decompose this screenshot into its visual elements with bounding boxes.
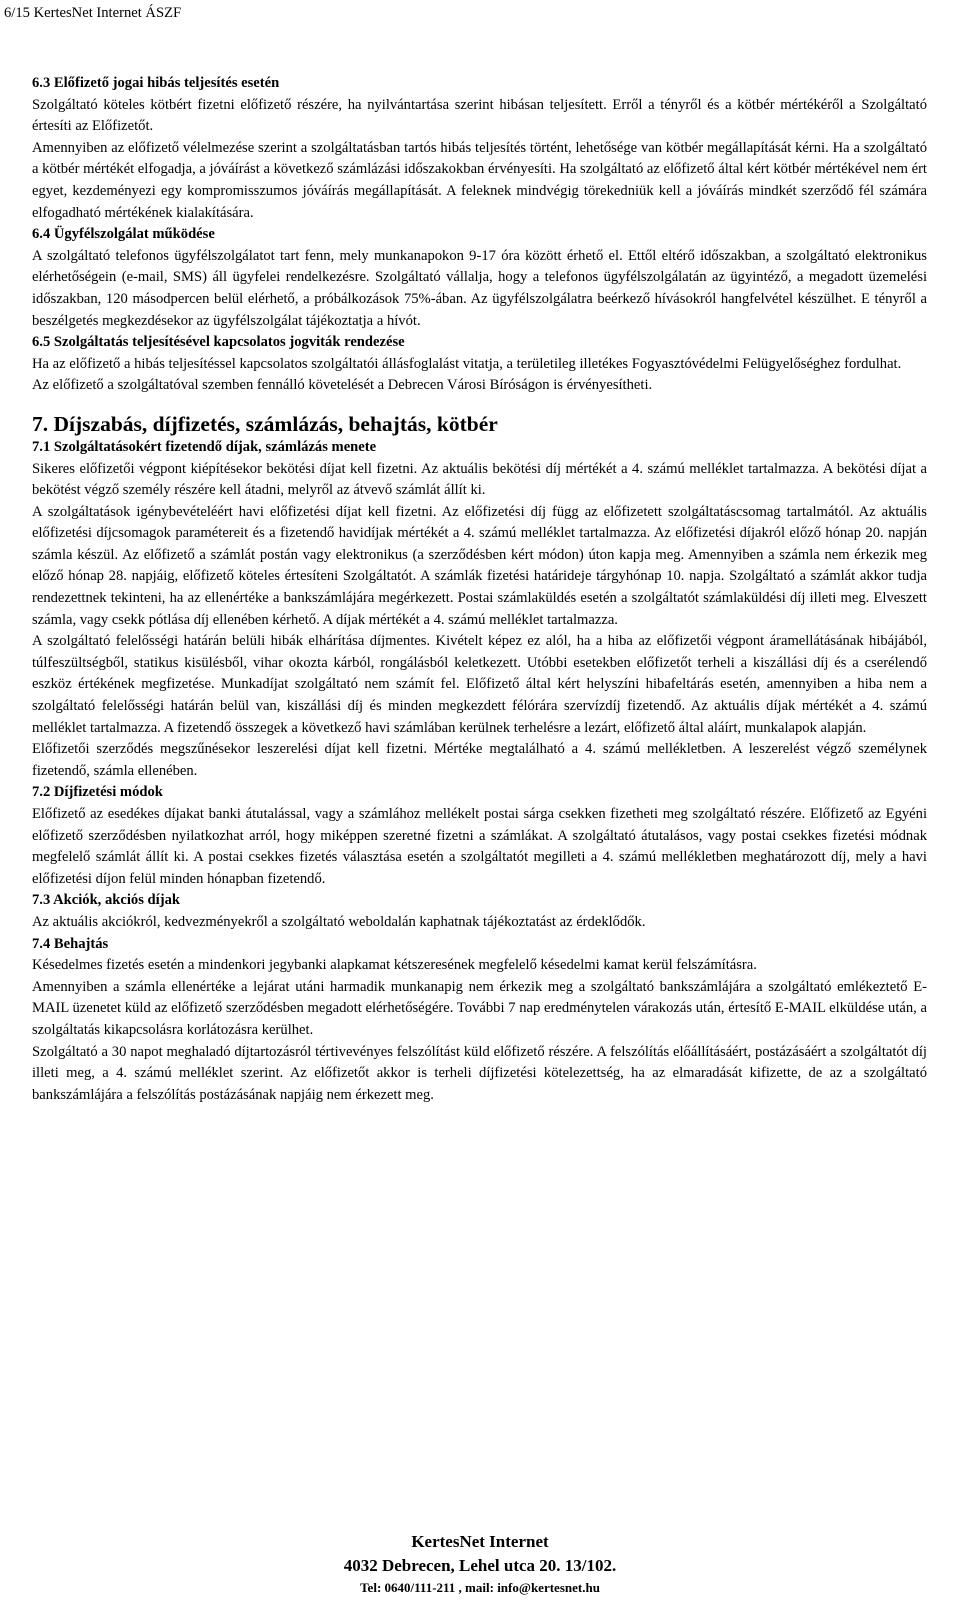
subsection-heading: 7.2 Díjfizetési módok: [32, 784, 163, 801]
section-heading: 7. Díjszabás, díjfizetés, számlázás, behajtás, kötbér: [32, 411, 498, 436]
subsection-heading: 6.3 Előfizető jogai hibás teljesítés esetén: [32, 75, 280, 91]
paragraph: Ha az előfizető a hibás teljesítéssel kapcsolatos szolgáltatói állásfoglalást vitatja, a területileg illetékes Fogyasztóvédelmi Felügyelőséghez fordulhat.: [32, 355, 902, 372]
paragraph: A szolgáltató telefonos ügyfélszolgálatot tart fenn, mely munkanapokon 9-17 óra között érhető el. Ettől eltérő időszakban, a szolgáltató elektronikus elérhetőségein (e-mail, SMS) áll ügyfelei rendelkezésre. Szolgáltató vállalja, hogy a telefonos ügyfélszolgálatán az ügyintéző, a megadott üzemelési időszakban, 120 másodpercen belül elérhető, a próbálkozások 75%-ában. Az ügyfélszolgálatra beérkező hívásokról hangfelvétel készülhet. E tényről a beszélgetés megkezdésekor az ügyfélszolgálat tájékoztatja a hívót.: [32, 247, 927, 329]
paragraph: Az aktuális akciókról, kedvezményekről a szolgáltató weboldalán kaphatnak tájékoztatást az érdeklődők.: [32, 913, 646, 930]
footer-company: KertesNet Internet: [411, 1532, 549, 1551]
paragraph: Késedelmes fizetés esetén a mindenkori jegybanki alapkamat kétszeresének megfelelő késedelmi kamat kerül felszámításra.: [32, 957, 757, 974]
paragraph: Szolgáltató a 30 napot meghaladó díjtartozásról tértivevényes felszólítást küld előfizető részére. A felszólítás előállításáért, postázásáért a szolgáltatót díj illeti meg, a 4. számú melléklet szerint. Az előfizetőt akkor is terheli díjfizetési kötelezettség, ha az elmaradását kifizette, de az a szolgáltató bankszámlájára a felszólítás postázásának napjáig nem érkezett meg.: [32, 1043, 927, 1103]
paragraph: Amennyiben a számla ellenértéke a lejárat utáni harmadik munkanapig nem érkezik meg a szolgáltató bankszámlájára a szolgáltató emlékeztető E-MAIL üzenetet küld az előfizető szerződésben megadott elérhetőségére. További 7 nap eredménytelen várakozás után, értesítő E-MAIL elküldése után, a szolgáltatás kikapcsolásra korlátozásra kerülhet.: [32, 978, 927, 1038]
page-header: 6/15 KertesNet Internet ÁSZF: [4, 5, 182, 21]
subsection-heading: 6.4 Ügyfélszolgálat működése: [32, 226, 215, 243]
subsection-heading: 6.5 Szolgáltatás teljesítésével kapcsolatos jogviták rendezése: [32, 334, 405, 351]
paragraph: Szolgáltató köteles kötbért fizetni előfizető részére, ha nyilvántartása szerint hibásan teljesített. Erről a tényről és a kötbér mértékéről a Szolgáltató értesíti az Előfizetőt.: [32, 96, 927, 135]
subsection-heading: 7.4 Behajtás: [32, 935, 109, 952]
paragraph: Előfizető az esedékes díjakat banki átutalással, vagy a számlához mellékelt postai sárga csekken fizetheti meg szolgáltató részére. Előfizető az Egyéni előfizető szerződésben nyilatkozhat arról, hogy miképpen szeretné fizetni a számlákat. A szolgáltató átutalásos, vagy postai csekkes fizetési módnak megfelelő számlát állít ki. A postai csekkes fizetés választása esetén a szolgáltatót megilleti a 4. számú mellékletben meghatározott díj, mely a havi előfizetési díjon felül minden hónapban fizetendő.: [32, 806, 927, 887]
subsection-heading: 7.3 Akciók, akciós díjak: [32, 892, 180, 909]
footer-contact: Tel: 0640/111-211 , mail: info@kertesnet.hu: [360, 1580, 600, 1595]
paragraph: Sikeres előfizetői végpont kiépítésekor bekötési díjat kell fizetni. Az aktuális bekötési díj mértékét a 4. számú melléklet tartalmazza. A bekötési díjat a bekötést végző személy részére kell átadni, melyről az átvevő számlát állít ki.: [32, 460, 927, 499]
document-body: [32, 73, 927, 1106]
paragraph: Amennyiben az előfizető vélelmezése szerint a szolgáltatásban tartós hibás teljesítés történt, lehetősége van kötbér megállapítását kérni. Ha a szolgáltató a kötbér mértékét elfogadja, a jóváírást a következő számlázási időszakokban érvényesíti. Ha szolgáltató az előfizető által kért kötbér mértékével nem ért egyet, kezdeményezi egy kompromisszumos jóváírás megállapítását. A feleknek mindvégig törekedniük kell a jóváírás mindkét szerződő fél számára elfogadható mértékének kialakítására.: [32, 139, 927, 221]
paragraph: Az előfizető a szolgáltatóval szemben fennálló követelését a Debrecen Városi Bíróságon is érvényesítheti.: [32, 377, 653, 394]
footer-address: 4032 Debrecen, Lehel utca 20. 13/102.: [343, 1556, 617, 1575]
paragraph: Előfizetői szerződés megszűnésekor leszerelési díjat kell fizetni. Mértéke megtalálható a 4. számú mellékletben. A leszerelést végző személynek fizetendő, számla ellenében.: [32, 741, 927, 779]
paragraph: A szolgáltatások igénybevételéért havi előfizetési díjat kell fizetni. Az előfizetési díj függ az előfizetett szolgáltatáscsomag tartalmától. Az aktuális előfizetési díjcsomagok paramétereit és a fizetendő havidíjak mértékét a 4. számú melléklet tartalmazza. Az előfizetési díjakról előző hónap 20. napján számla készül. Az előfizető a számlát postán vagy elektronikus (a szerződésben kért módon) úton kapja meg. Amennyiben a számla nem érkezik meg előző hónap 28. napjáig, előfizető köteles értesíteni Szolgáltatót. A számlák fizetési határideje tárgyhónap 10. napja. Szolgáltató a számlát akkor tudja rendezettnek tekinteni, ha az ellenértéke a bankszámlájára megérkezett. Postai számlaküldés esetén a szolgáltatót számlaküldési díj illeti meg. Elveszett számla, vagy csekk pótlása díj ellenében kérhető. A díjak mértékét a 4. számú melléklet tartalmazza.: [32, 503, 927, 628]
paragraph: A szolgáltató felelősségi határán belüli hibák elhárítása díjmentes. Kivételt képez ez alól, ha a hiba az előfizetői végpont áramellátásának hibájából, túlfeszültségből, statikus kisülésből, vihar okozta kárból, rongálásból keletkezett. Utóbbi esetekben előfizetőt terheli a kiszállási díj és a cserélendő eszköz értékének megfizetése. Munkadíjat szolgáltató nem számít fel. Előfizető által kért helyszíni hibafeltárás esetén, amennyiben a hiba nem a szolgáltató felelősségi határán belül van, kiszállási díj és minden megkezdett félórára szervízdíj fizetendő. Az aktuális díjak mértékét a 4. számú melléklet tartalmazza. A fizetendő összegek a következő havi számlában kerülnek terhelésre a lezárt, előfizető által aláírt, munkalapok alapján.: [32, 633, 927, 736]
subsection-heading: 7.1 Szolgáltatásokért fizetendő díjak, számlázás menete: [32, 438, 377, 455]
